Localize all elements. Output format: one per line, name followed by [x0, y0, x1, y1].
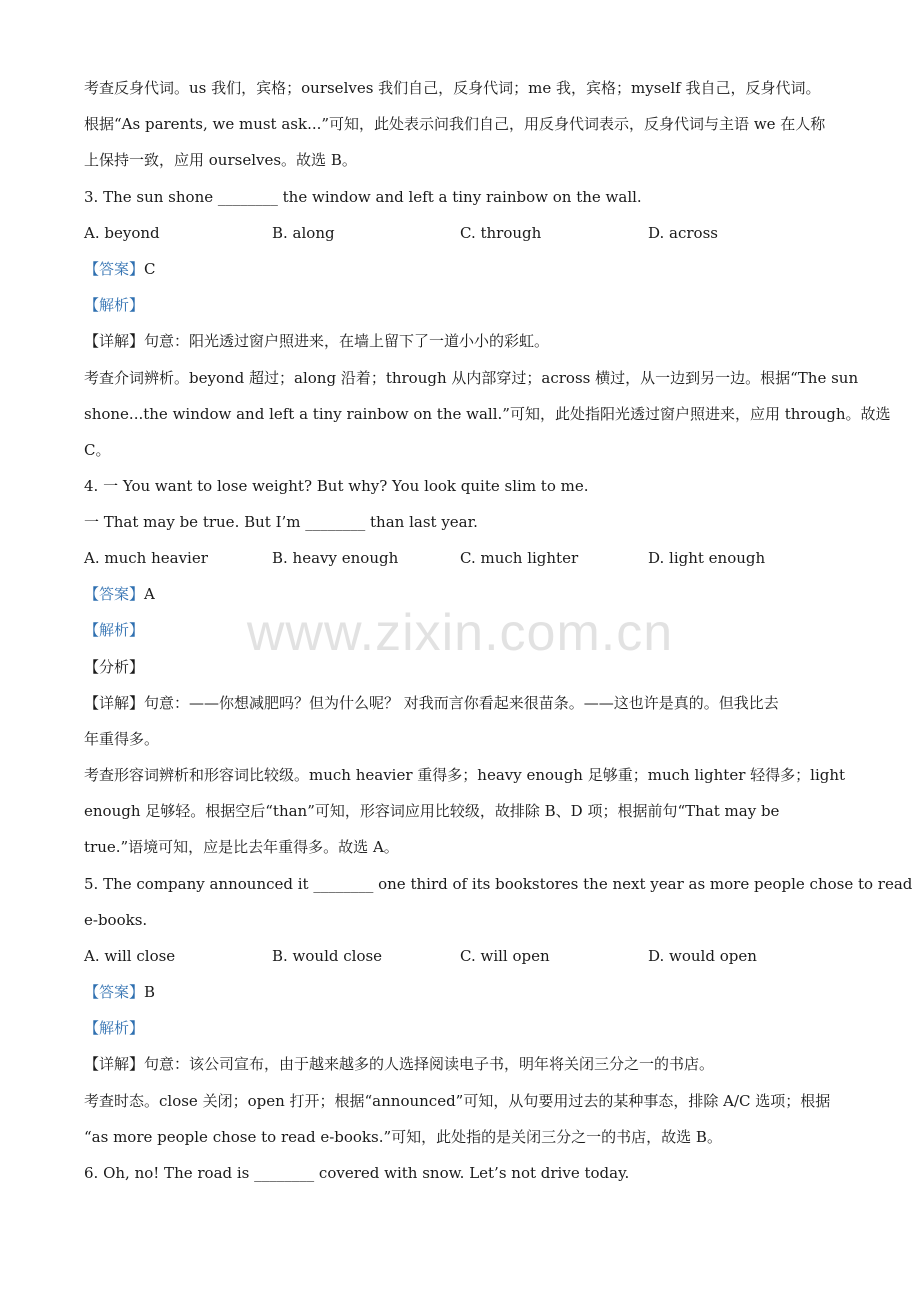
- answer-tag: 【答案】: [84, 983, 145, 1001]
- question-4-line-2: 一 That may be true. But I’m ________ than last year.: [84, 513, 478, 531]
- q5-answer: [84, 982, 155, 1002]
- q5-option-b: B. would close: [272, 947, 383, 965]
- q3-option-c: C. through: [460, 224, 542, 242]
- question-4-line-1: 4. 一 You want to lose weight? But why? You look quite slim to me.: [84, 477, 589, 495]
- analysis-tag: 【解析】: [84, 296, 145, 314]
- q5-option-a: A. will close: [84, 947, 176, 965]
- q4-option-d: D. light enough: [648, 549, 766, 567]
- q4-option-c: C. much lighter: [460, 549, 579, 567]
- q4-detail: [84, 693, 779, 713]
- text-line: 考查介词辨析。beyond 超过；along 沿着；through 从内部穿过；across 横过，从一边到另一边。根据“The sun: [84, 369, 859, 387]
- q4-answer: [84, 584, 155, 604]
- text-line: true.”语境可知，应是比去年重得多。故选 A。: [84, 838, 399, 856]
- detail-text: 句意：——你想减肥吗？但为什么呢？ 对我而言你看起来很苗条。——这也许是真的。但我比去: [144, 694, 779, 712]
- q3-analysis: [84, 295, 144, 315]
- detail-tag: 【详解】: [84, 1055, 145, 1073]
- text-line: “as more people chose to read e-books.”可知，此处指的是关闭三分之一的书店，故选 B。: [84, 1128, 722, 1146]
- q3-option-d: D. across: [648, 224, 718, 242]
- q5-option-c: C. will open: [460, 947, 550, 965]
- q5-option-d: D. would open: [648, 947, 757, 965]
- q3-answer: [84, 259, 156, 279]
- answer-tag: 【答案】: [84, 585, 145, 603]
- text-line: shone...the window and left a tiny rainbow on the wall.”可知，此处指阳光透过窗户照进来，应用 through。故选: [84, 405, 891, 423]
- text-line: C。: [84, 441, 111, 459]
- text-line: 年重得多。: [84, 730, 160, 748]
- text-line: 考查反身代词。us 我们，宾格；ourselves 我们自己，反身代词；me 我，宾格；myself 我自己，反身代词。: [84, 79, 821, 97]
- q4-option-b: B. heavy enough: [272, 549, 399, 567]
- watermark: www.zixin.com.cn: [246, 604, 674, 662]
- question-5-line-1: 5. The company announced it ________ one third of its bookstores the next year as more people chose to read: [84, 875, 913, 893]
- q3-option-a: A. beyond: [84, 224, 160, 242]
- text-line: 考查形容词辨析和形容词比较级。much heavier 重得多；heavy enough 足够重；much lighter 轻得多；light: [84, 766, 846, 784]
- analysis-tag: 【解析】: [84, 1019, 145, 1037]
- detail-text: 句意：该公司宣布，由于越来越多的人选择阅读电子书，明年将关闭三分之一的书店。: [144, 1055, 715, 1073]
- q3-detail: [84, 331, 549, 351]
- text-line: 考查时态。close 关闭；open 打开；根据“announced”可知，从句要用过去的某种事态，排除 A/C 选项；根据: [84, 1092, 831, 1110]
- question-5-line-2: e-books.: [84, 911, 148, 929]
- answer-value: C: [144, 260, 156, 278]
- detail-tag: 【详解】: [84, 694, 145, 712]
- detail-tag: 【详解】: [84, 332, 145, 350]
- q5-detail: [84, 1054, 714, 1074]
- q3-option-b: B. along: [272, 224, 335, 242]
- analysis-tag: 【解析】: [84, 621, 145, 639]
- answer-tag: 【答案】: [84, 260, 145, 278]
- text-line: 根据“As parents, we must ask...”可知，此处表示问我们自己，用反身代词表示，反身代词与主语 we 在人称: [84, 115, 826, 133]
- question-6: 6. Oh, no! The road is ________ covered with snow. Let’s not drive today.: [84, 1164, 630, 1182]
- question-3: 3. The sun shone ________ the window and left a tiny rainbow on the wall.: [84, 188, 642, 206]
- detail-text: 句意：阳光透过窗户照进来，在墙上留下了一道小小的彩虹。: [144, 332, 550, 350]
- answer-value: A: [144, 585, 155, 603]
- answer-value: B: [144, 983, 156, 1001]
- q5-analysis: [84, 1018, 144, 1038]
- fenxi-tag: 【分析】: [84, 658, 145, 676]
- q4-option-a: A. much heavier: [84, 549, 208, 567]
- text-line: enough 足够轻。根据空后“than”可知，形容词应用比较级，故排除 B、D 项；根据前句“That may be: [84, 802, 780, 820]
- text-line: 上保持一致，应用 ourselves。故选 B。: [84, 151, 357, 169]
